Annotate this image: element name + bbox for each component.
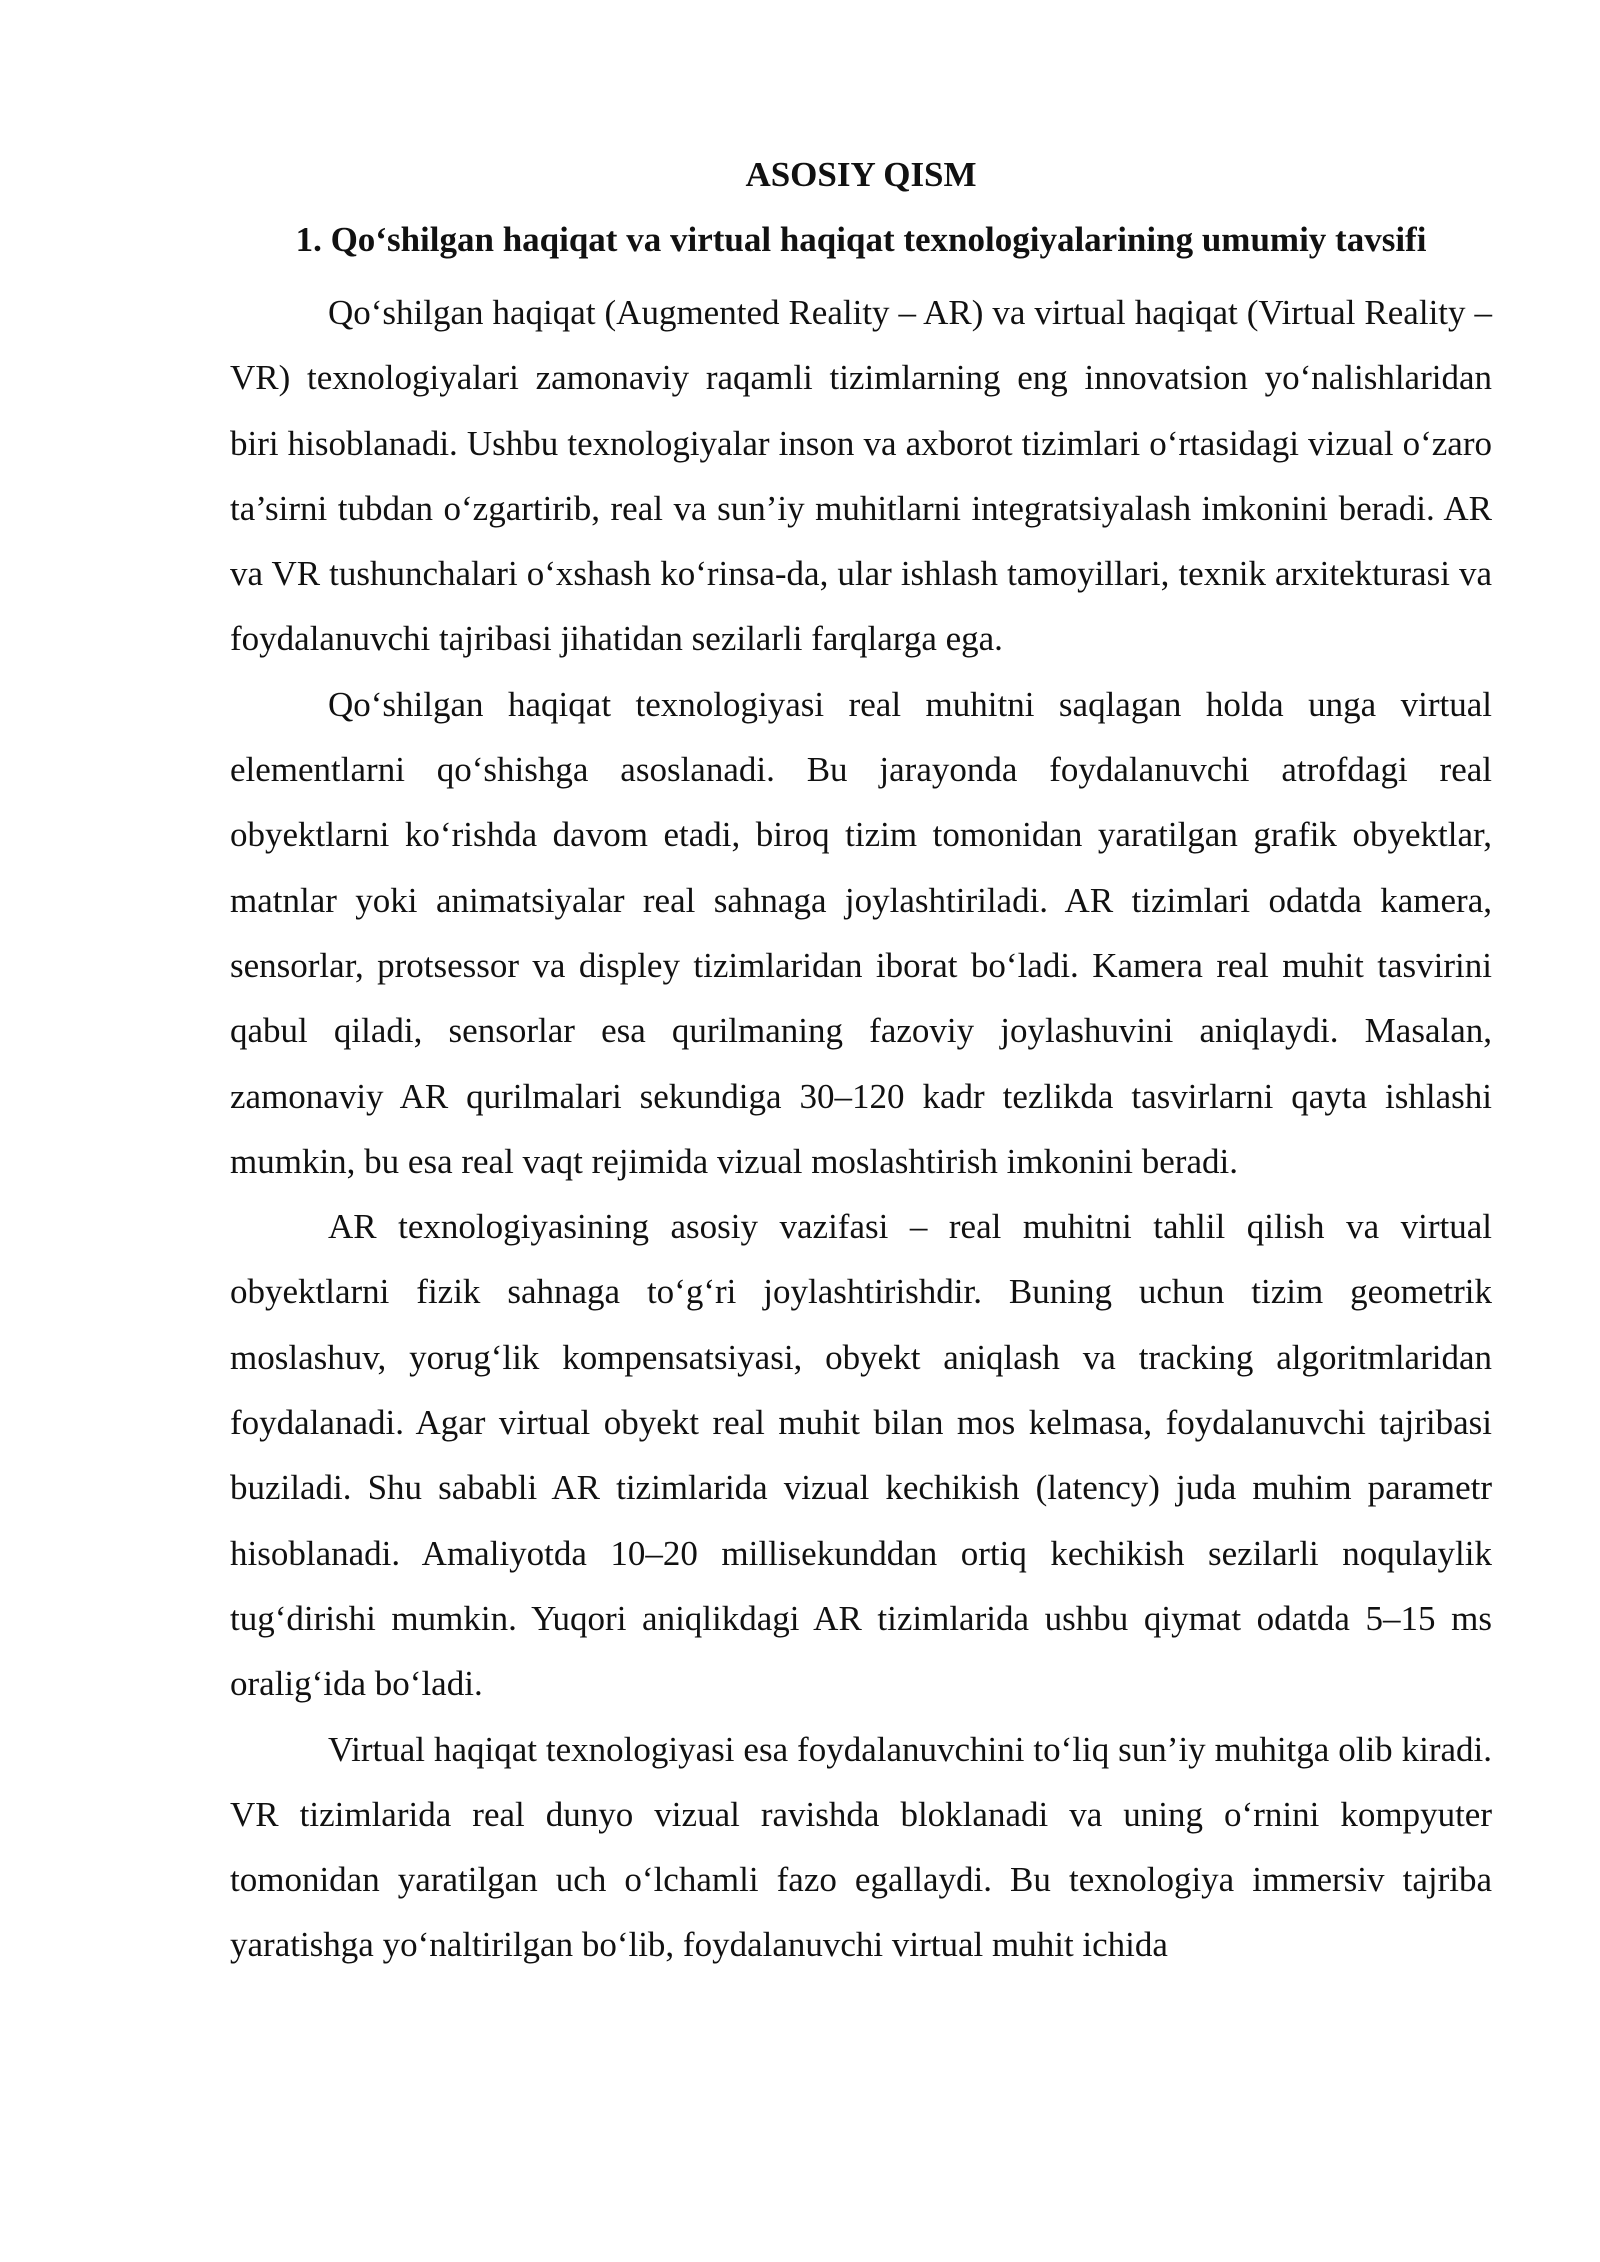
page-heading: ASOSIY QISM: [745, 155, 977, 194]
paragraph-1: Qo‘shilgan haqiqat (Augmented Reality – AR) va virtual haqiqat (Virtual Reality – VR) texnologiyalari zamonaviy raqamli tizimlarning eng innovatsion yo‘nalishlaridan biri hisoblanadi. Ushbu texnologiyalar inson va axborot tizimlari o‘rtasidagi vizual o‘zaro ta’sirni tubdan o‘zgartirib, real va sun’iy muhitlarni integratsiyalash imkonini beradi. AR va VR tushunchalari o‘xshash ko‘rinsa-da, ular ishlash tamoyillari, texnik arxitekturasi va foydalanuvchi tajribasi jihatidan sezilarli farqlarga ega.: [230, 293, 1492, 659]
paragraph-4: Virtual haqiqat texnologiyasi esa foydalanuvchini to‘liq sun’iy muhitga olib kiradi. VR tizimlarida real dunyo vizual ravishda bloklanadi va uning o‘rnini kompyuter tomonidan yaratilgan uch o‘lchamli fazo egallaydi. Bu texnologiya immersiv tajriba yaratishga yo‘naltirilgan bo‘lib, foydalanuvchi virtual muhit ichida: [230, 1729, 1492, 1965]
section-title: 1. Qo‘shilgan haqiqat va virtual haqiqat texnologiyalarining umumiy tavsifi: [295, 220, 1427, 259]
page-content: [230, 150, 1492, 1978]
paragraph-3: AR texnologiyasining asosiy vazifasi – real muhitni tahlil qilish va virtual obyektlarni fizik sahnaga to‘g‘ri joylashtirishdir. Buning uchun tizim geometrik moslashuv, yorug‘lik kompensatsiyasi, obyekt aniqlash va tracking algoritmlaridan foydalanadi. Agar virtual obyekt real muhit bilan mos kelmasa, foydalanuvchi tajribasi buziladi. Shu sababli AR tizimlarida vizual kechikish (latency) juda muhim parametr hisoblanadi. Amaliyotda 10–20 millisekunddan ortiq kechikish sezilarli noqulaylik tug‘dirishi mumkin. Yuqori aniqlikdagi AR tizimlarida ushbu qiymat odatda 5–15 ms oralig‘ida bo‘ladi.: [230, 1207, 1492, 1704]
paragraph-2: Qo‘shilgan haqiqat texnologiyasi real muhitni saqlagan holda unga virtual elementlarni qo‘shishga asoslanadi. Bu jarayonda foydalanuvchi atrofdagi real obyektlarni ko‘rishda davom etadi, biroq tizim tomonidan yaratilgan grafik obyektlar, matnlar yoki animatsiyalar real sahnaga joylashtiriladi. AR tizimlari odatda kamera, sensorlar, protsessor va displey tizimlaridan iborat bo‘ladi. Kamera real muhit tasvirini qabul qiladi, sensorlar esa qurilmaning fazoviy joylashuvini aniqlaydi. Masalan, zamonaviy AR qurilmalari sekundiga 30–120 kadr tezlikda tasvirlarni qayta ishlashi mumkin, bu esa real vaqt rejimida vizual moslashtirish imkonini beradi.: [230, 684, 1492, 1181]
